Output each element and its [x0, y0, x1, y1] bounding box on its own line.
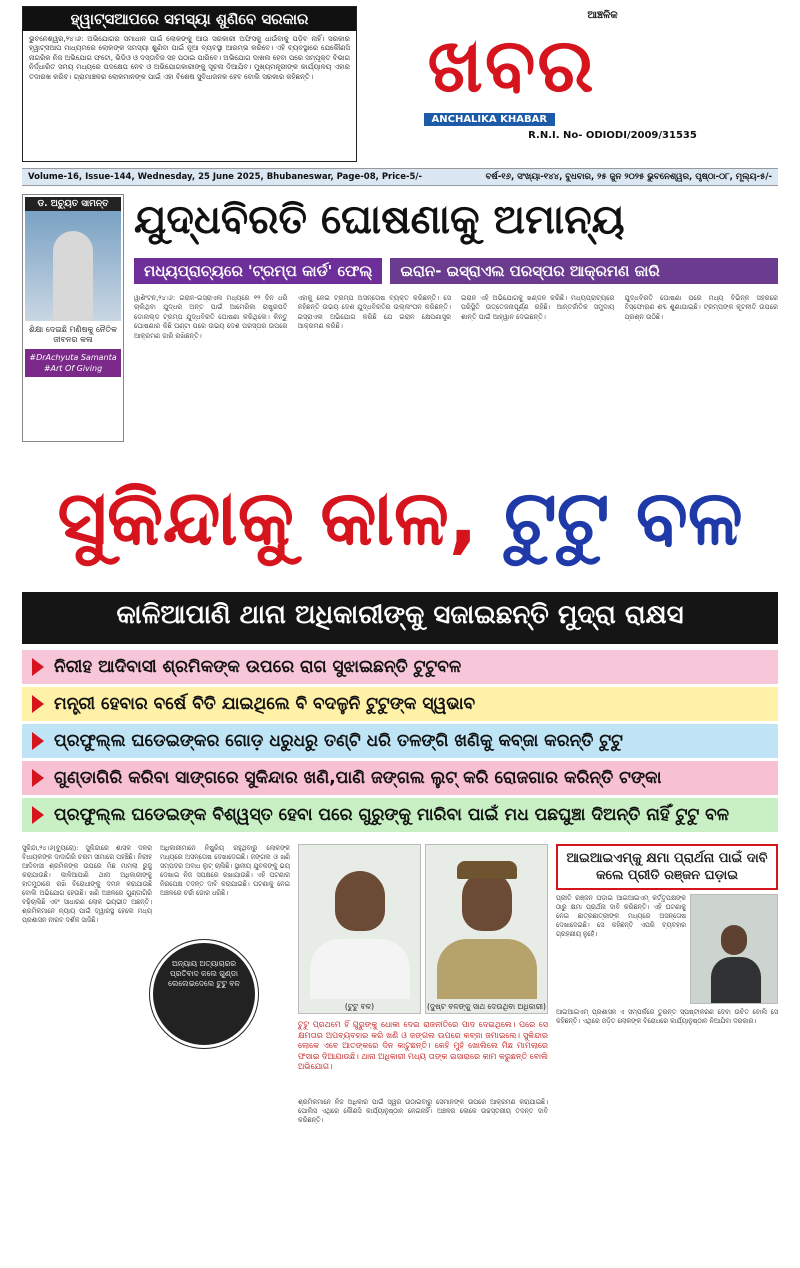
- top-story-main: [124, 194, 778, 442]
- highlight-quote: ଟୁଟୁ ପ୍ରଥମେ ହିଁ ଗୁରୁଙ୍କୁ ଧୋକା ଦେଇ ରାଜନୀତିରେ ପାଦ ଦେଇଥିଲେ। ପରେ ସେ କ୍ଷମତାର ଅପବ୍ୟବହାର କରି ଖଣି ଓ ଜଙ୍ଗଲ ଉପରେ କବ୍ଜା ଜମାଇଲେ। ସୁକିନ୍ଦାର ଲୋକେ ଏବେ ଆତଙ୍କରେ ଦିନ କାଟୁଛନ୍ତି। କେହି ମୁହଁ ଖୋଲିଲେ ମିଛ ମାମଲାରେ ଫସାଇ ଦିଆଯାଉଛି। ଥାନା ଅଧିକାରୀ ମଧ୍ୟ ତାଙ୍କ ଇସାରାରେ କାମ କରୁଛନ୍ତି ବୋଲି ଅଭିଯୋଗ।: [298, 1020, 548, 1071]
- bullet-item: ନିରୀହ ଆଦିବାସୀ ଶ୍ରମିକଙ୍କ ଉପରେ ରାଗ ସୁଝାଇଛନ୍ତି ଟୁଟୁବଳ: [22, 650, 778, 684]
- top-story-subheads: [134, 258, 778, 284]
- top-story-col-1: ୱାଶିଂଟନ,୨୪।୬: ଇରାନ-ଇସ୍ରାଏଲ ମଧ୍ୟରେ ୧୨ ଦିନ ଧରି ଚାଲିଥିବା ଯୁଦ୍ଧର ଅନ୍ତ ପାଇଁ ଆମେରିକା ରାଷ୍ଟ୍ରପତି ଡୋନାଲ୍ଡ ଟ୍ରମ୍ପ ଯୁଦ୍ଧବିରତି ଘୋଷଣା କରିଥିଲେ। କିନ୍ତୁ ଘୋଷଣାର କିଛି ଘଣ୍ଟା ପରେ ଉଭୟ ଦେଶ ପରସ୍ପର ଉପରେ ଆକ୍ରମଣ ଜାରି ରଖିଛନ୍ତି।: [134, 294, 288, 340]
- bullet-item: ଗୁଣ୍ଡାଗିରି କରିବା ସାଙ୍ଗରେ ସୁକିନ୍ଦାର ଖଣି,ପାଣି ଜଙ୍ଗଲ ଲୁଟ୍ କରି ରୋଜଗାର କରିନ୍ତି ଟଙ୍କା: [22, 761, 778, 795]
- newspaper-logo: [418, 23, 748, 128]
- bullet-list: [22, 650, 778, 832]
- arrow-icon: [32, 695, 44, 713]
- bullet-item: ପ୍ରଫୁଲ୍ଲ ଘଡେଇଙ୍କର ଗୋଡ଼ ଧରୁଧରୁ ତଣ୍ଟି ଧରି ତଳଙ୍ଗି ଖଣିକୁ କବ୍ଜା କରନ୍ତି ଟୁଟୁ: [22, 724, 778, 758]
- profile-box: [22, 194, 124, 442]
- side-story: [556, 844, 778, 1264]
- photo-row: [298, 844, 548, 1014]
- profile-hashtag: #DrAchyuta Samanta #Art Of Giving: [25, 349, 121, 377]
- logo-text: ଖବର: [427, 23, 596, 109]
- side-story-headline: ଆଇଆଇଏମ୍‌କୁ କ୍ଷମା ପ୍ରାର୍ଥନା ପାଇଁ ଦାବି କଲେ ପ୍ରୀତି ରଞ୍ଜନ ଘଡ଼ାଇ: [556, 844, 778, 890]
- side-story-body: [556, 894, 778, 1004]
- bullet-item: ମନ୍ତ୍ରୀ ହେବାର ବର୍ଷେ ବିତି ଯାଇଥିଲେ ବି ବଦଳୁନି ଟୁଟୁଙ୍କ ସ୍ୱଭାବ: [22, 687, 778, 721]
- arrow-icon: [32, 806, 44, 824]
- profile-caption: ଶିକ୍ଷା ଦେଇଛି ମଣିଷକୁ ନୈତିକ ଜୀବନର କଳା: [28, 325, 118, 344]
- top-news-text: ଭୁବନେଶ୍ୱର,୨୪।୬: ଅଭିଯୋଗର ସମାଧାନ ପାଇଁ ଲୋକଙ୍କୁ ଆଉ ସରକାରୀ ଅଫିସକୁ ଧାଉଁବାକୁ ପଡ଼ିବ ନାହିଁ। ସରକାର ହ୍ୱାଟ୍ସଆପ ମାଧ୍ୟମରେ ଲୋକଙ୍କ ସମସ୍ୟା ଶୁଣିବା ପାଇଁ ନୂଆ ବ୍ୟବସ୍ଥା ଆରମ୍ଭ କରିବେ। ଏହି ବ୍ୟବସ୍ଥାରେ ଯେକୌଣସି ନାଗରିକ ନିଜ ଅଭିଯୋଗ ଫଟୋ, ଭିଡିଓ ଓ ଦସ୍ତାବିଜ ସହ ପଠାଇ ପାରିବେ। ଅଭିଯୋଗ ଦାଖଲ ହେବା ପରେ ସମ୍ପୃକ୍ତ ବିଭାଗ ନିର୍ଦ୍ଧାରିତ ସମୟ ମଧ୍ୟରେ ପଦକ୍ଷେପ ନେବ ଓ ଅଭିଯୋଗକାରୀଙ୍କୁ ସୂଚନା ଦିଆଯିବ। ମୁଖ୍ୟମନ୍ତ୍ରୀଙ୍କ କାର୍ଯ୍ୟାଳୟ ଏହାର ତଦାରଖ କରିବ। ଗ୍ରାମାଞ୍ଚଳର ଲୋକମାନଙ୍କ ପାଇଁ ଏହା ବିଶେଷ ସୁବିଧାଜନକ ହେବ ବୋଲି ସରକାର କହିଛନ୍ତି।: [29, 35, 350, 81]
- lead-subheadline: କାଳିଆପାଣି ଥାନା ଅଧିକାରୀଙ୍କୁ ସଜାଇଛନ୍ତି ମୁଦ୍ରା ରାକ୍ଷସ: [22, 592, 778, 644]
- photo-caption: (ଦୁଷ୍ଟ ବଳଙ୍କୁ ସାଥ ଦେଉଥିବା ଅଧିକାରୀ): [427, 1002, 546, 1011]
- rni-number: R.N.I. No- ODIODI/2009/31535: [528, 130, 697, 141]
- photo-block: [298, 844, 548, 1264]
- top-story-headline: ଯୁଦ୍ଧବିରତି ଘୋଷଣାକୁ ଅମାନ୍ୟ: [134, 197, 625, 243]
- side-story-photo: [690, 894, 778, 1004]
- dateline-odia: ବର୍ଷ-୧୬, ସଂଖ୍ୟା-୧୪୪, ବୁଧବାର, ୨୫ ଜୁନ ୨୦୨୫ ଭୁବନେଶ୍ୱର, ପୃଷ୍ଠା-୦୮, ମୂଲ୍ୟ-୫/-: [485, 172, 772, 182]
- dateline: [22, 168, 778, 186]
- arrow-icon: [32, 658, 44, 676]
- logo-tagline: ଆଞ୍ଚଳିକ: [587, 10, 618, 21]
- top-story-columns: [134, 294, 778, 394]
- callout-circle: ଅନ୍ୟାୟ ଅତ୍ୟାଚାରର ପ୍ରତିବାଦ କଲେ ଗୁଣ୍ଡା ଲେଲେଇଦେଲେ ଟୁଟୁ ବଳ: [150, 940, 258, 1048]
- lead-story-col-3: ଶ୍ରମିକମାନେ ନିଜ ଅଧିକାର ପାଇଁ ସ୍ୱର ଉଠାଇବାରୁ ସେମାନଙ୍କ ଉପରେ ଆକ୍ରମଣ କରାଯାଇଛି। ପୋଲିସ ଏଥିରେ କୌଣସି କାର୍ଯ୍ୟାନୁଷ୍ଠାନ ନେଇନାହିଁ। ଅଞ୍ଚଳର ଲୋକେ ଉଚ୍ଚସ୍ତରୀୟ ତଦନ୍ତ ଦାବି କରିଛନ୍ତି।: [298, 1098, 548, 1124]
- top-story-col-2: ଏହାକୁ ନେଇ ଟ୍ରମ୍ପ ଅସନ୍ତୋଷ ବ୍ୟକ୍ତ କରିଛନ୍ତି। ସେ କହିଛନ୍ତି ଉଭୟ ଦେଶ ଯୁଦ୍ଧବିରତିର ଉଲ୍ଲଂଘନ କରିଛନ୍ତି। ଇସ୍ରାଏଲ ଅଭିଯୋଗ କରିଛି ଯେ ଇରାନ କ୍ଷେପଣାସ୍ତ୍ର ଆକ୍ରମଣ କରିଛି।: [297, 294, 451, 331]
- top-news-headline: ହ୍ୱାଟ୍ସଆପରେ ସମସ୍ୟା ଶୁଣିବେ ସରକାର: [23, 7, 356, 31]
- top-story-col-4: ଯୁଦ୍ଧବିରତି ଘୋଷଣା ପରେ ମଧ୍ୟ ବିଭିନ୍ନ ସହରରେ ବିସ୍ଫୋରଣ ଶବ୍ଦ ଶୁଣାଯାଇଛି। ଟ୍ରମ୍ପଙ୍କ କୂଟନୀତି ଉପରେ ପ୍ରଶ୍ନ ଉଠିଛି।: [624, 294, 778, 321]
- arrow-icon: [32, 769, 44, 787]
- bullet-item: ପ୍ରଫୁଲ୍ଲ ଘଡେଇଙ୍କ ବିଶ୍ୱସ୍ତ ହେବା ପରେ ଗୁରୁଙ୍କୁ ମାରିବା ପାଇଁ ମଧ ପଛଘୁଞ୍ଚା ଦିଅନ୍ତି ନାହିଁ ଟୁଟୁ ବଳ: [22, 798, 778, 832]
- lead-headline-part-2: ଟୁଟୁ ବଳ: [504, 473, 743, 562]
- side-story-text-2: ଆଇଆଇଏମ୍ ପ୍ରଶାସନ ଏ ସମ୍ପର୍କରେ ତୁରନ୍ତ ସ୍ପଷ୍ଟୀକରଣ ଦେବା ଉଚିତ ବୋଲି ସେ କହିଛନ୍ତି। ଏଥିରେ ଜଡ଼ିତ ଲୋକଙ୍କ ବିରୋଧରେ କାର୍ଯ୍ୟାନୁଷ୍ଠାନ ନିଆଯିବା ଦରକାର।: [556, 1008, 778, 1025]
- logo-english-name: ANCHALIKA KHABAR: [424, 113, 556, 126]
- photo-caption: (ଟୁଟୁ ବଳ): [344, 1002, 375, 1011]
- photo-tutu-bal: [298, 844, 421, 1014]
- top-story-col-3: ଇରାନ ଏହି ଅଭିଯୋଗକୁ ଖଣ୍ଡନ କରିଛି। ମଧ୍ୟପ୍ରାଚ୍ୟରେ ପରିସ୍ଥିତି ଉତ୍ତେଜନାପୂର୍ଣ୍ଣ ରହିଛି। ଆନ୍ତର୍ଜାତିକ ସମୁଦାୟ ଶାନ୍ତି ପାଇଁ ଆହ୍ୱାନ ଦେଇଛନ୍ତି।: [461, 294, 615, 321]
- side-story-text: ପ୍ରୀତି ରଞ୍ଜନ ଘଡ଼ାଇ ଆଇଆଇଏମ୍ କର୍ତ୍ତୃପକ୍ଷଙ୍କ ଠାରୁ କ୍ଷମା ପ୍ରାର୍ଥନା ଦାବି କରିଛନ୍ତି। ଏହି ଘଟଣାକୁ ନେଇ ଛାତ୍ରଛାତ୍ରୀଙ୍କ ମଧ୍ୟରେ ଅସନ୍ତୋଷ ଦେଖାଦେଇଛି। ସେ କହିଛନ୍ତି ଏପରି ବ୍ୟବହାର ଗ୍ରହଣୀୟ ନୁହେଁ।: [556, 894, 686, 938]
- top-story-subhead-1: ମଧ୍ୟପ୍ରାଚ୍ୟରେ 'ଟ୍ରମ୍ପ କାର୍ଡ' ଫେଲ୍: [134, 258, 382, 284]
- lead-story-col-2: ଅଧିକାରୀମାନେ ନିଷ୍କ୍ରିୟ ରହୁଥିବାରୁ ଲୋକଙ୍କ ମଧ୍ୟରେ ଅସନ୍ତୋଷ ଦେଖାଦେଇଛି। ଜଙ୍ଗଲ ଓ ଖଣି ସମ୍ପଦର ଅବାଧ ଲୁଟ୍ ଚାଲିଛି। ସ୍ଥାନୀୟ ଯୁବକଙ୍କୁ ଭୟ ଦେଖାଇ ନିଜ ସପକ୍ଷରେ ରଖାଯାଉଛି। ଏହି ଘଟଣାର ନିରପେକ୍ଷ ତଦନ୍ତ ଦାବି କରାଯାଇଛି। ଘଟଣାକୁ ନେଇ ଅଞ୍ଚଳରେ ଚର୍ଚ୍ଚା ଜୋର ଧରିଛି।: [160, 844, 290, 897]
- profile-photo: [25, 211, 121, 321]
- lead-story-col-1: ସୁକିନ୍ଦା,୨୪।୬(ବ୍ୟୁରୋ): ସୁକିନ୍ଦାରେ ଶାସକ ଦଳର ବିଧାୟକଙ୍କ ଦାଦାଗିରି ଚରମ ସୀମାରେ ପହଞ୍ଚିଛି। ନିରୀହ ଆଦିବାସୀ ଶ୍ରମିକଙ୍କ ଉପରେ ମିଛ ମାମଲା ରୁଜୁ କରାଯାଉଛି। କାଳିଆପାଣି ଥାନା ଅଧିକାରୀଙ୍କୁ ହାତମୁଠାରେ ରଖି ବିରୋଧୀଙ୍କୁ ଦମନ କରାଯାଉଛି ବୋଲି ଅଭିଯୋଗ ହେଉଛି। ଖଣି ଅଞ୍ଚଳରେ ଗୁଣ୍ଡାଗିରି ବଢ଼ିଚାଲିଛି ଏବଂ ସାଧାରଣ ଲୋକ ଭୟଭୀତ ଅଛନ୍ତି। ଶ୍ରମିକମାନେ ନ୍ୟାୟ ପାଇଁ ଦ୍ୱାରସ୍ଥ ହେଲେ ମଧ୍ୟ ପ୍ରଶାସନ ନୀରବ ଦର୍ଶକ ସାଜିଛି।: [22, 844, 152, 924]
- lead-headline-part-1: ସୁକିନ୍ଦାକୁ କାଳ,: [57, 473, 478, 562]
- profile-name: ଡ. ଅଚ୍ୟୁତ ସାମନ୍ତ: [25, 197, 121, 211]
- arrow-icon: [32, 732, 44, 750]
- lead-story-body: [22, 844, 778, 1264]
- masthead: [22, 6, 778, 166]
- top-news-box: [22, 6, 357, 162]
- dateline-english: Volume-16, Issue-144, Wednesday, 25 June 2025, Bhubaneswar, Page-08, Price-5/-: [28, 172, 423, 182]
- logo-area: [357, 6, 778, 166]
- top-story: [22, 194, 778, 442]
- photo-police-officer: [425, 844, 548, 1014]
- lead-headline: [22, 458, 778, 586]
- top-story-subhead-2: ଇରାନ- ଇସ୍ରାଏଲ ପରସ୍ପର ଆକ୍ରମଣ ଜାରି: [390, 258, 778, 284]
